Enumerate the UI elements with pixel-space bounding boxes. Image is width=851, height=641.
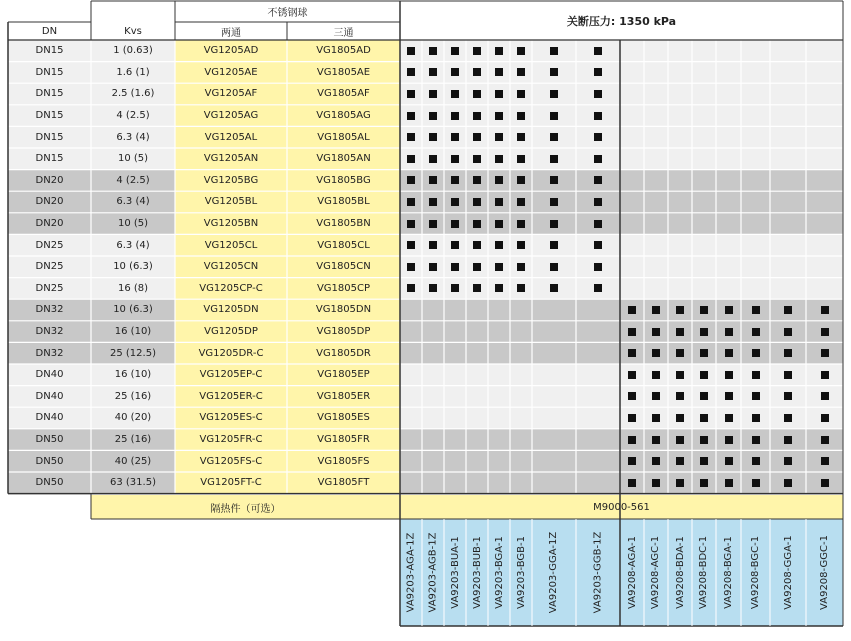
dn-cell: DN40 (35, 369, 64, 381)
actuator-text: VA9203-BGA-1 (493, 536, 505, 609)
dn-cell: DN32 (35, 326, 64, 338)
three-way-model-cell: VG1805AF (287, 83, 400, 105)
three-way-model-cell: VG1805ES (287, 407, 400, 429)
two-way-model-cell: VG1205BG (175, 170, 287, 192)
dn-cell: DN15 (35, 110, 64, 122)
two-way-model-cell: VG1205ER-C (175, 386, 287, 408)
kvs-cell: 16 (10) (114, 326, 152, 338)
kvs-cell: 4 (2.5) (116, 174, 150, 186)
two-way-model-cell: VG1205AL (175, 126, 287, 148)
two-way-model-cell: VG1205BN (175, 213, 287, 235)
dn-cell: DN40 (35, 390, 64, 402)
three-way-model-cell: VG1805DP (287, 321, 400, 343)
actuator-text: VA9208-AGC-1 (650, 535, 662, 610)
three-way-model-cell: VG1805BG (287, 170, 400, 192)
two-way-model-cell: VG1205DR-C (175, 342, 287, 364)
kvs-cell: 1 (0.63) (113, 45, 153, 57)
kvs-cell: 6.3 (4) (116, 131, 150, 143)
three-way-model-cell: VG1805CN (287, 256, 400, 278)
linkage-label: M9000-561 (400, 495, 843, 519)
dn-cell: DN20 (35, 196, 64, 208)
two-way-model-cell: VG1205CN (175, 256, 287, 278)
dn-cell: DN32 (35, 347, 64, 359)
two-way-model-cell: VG1205EP-C (175, 364, 287, 386)
kvs-cell: 10 (5) (117, 153, 149, 165)
actuator-text: VA9208-BDC-1 (698, 535, 710, 610)
three-way-model-cell: VG1805AG (287, 105, 400, 127)
two-way-model-cell: VG1205FT-C (175, 472, 287, 494)
kvs-cell: 40 (20) (114, 412, 152, 424)
kvs-cell: 4 (2.5) (116, 110, 150, 122)
dn-cell: DN15 (35, 131, 64, 143)
two-way-model-cell: VG1205AD (175, 40, 287, 62)
actuator-text: VA9203-AGB-1Z (427, 532, 439, 613)
actuator-text: VA9208-AGA-1 (626, 536, 638, 609)
actuator-text: VA9208-BGC-1 (750, 535, 762, 610)
two-way-model-cell: VG1205FS-C (175, 450, 287, 472)
three-way-model-cell: VG1805DN (287, 299, 400, 321)
three-way-model-cell: VG1805EP (287, 364, 400, 386)
three-way-model-cell: VG1805AL (287, 126, 400, 148)
kvs-cell: 16 (10) (114, 369, 152, 381)
actuator-text: VA9208-BGA-1 (723, 536, 734, 609)
kvs-cell: 63 (31.5) (110, 477, 156, 489)
dn-cell: DN15 (35, 88, 64, 100)
dn-cell: DN25 (35, 282, 64, 294)
two-way-model-cell: VG1205DN (175, 299, 287, 321)
two-way-model-cell: VG1205AN (175, 148, 287, 170)
actuator-text: VA9203-GGA-1Z (548, 531, 560, 614)
dn-cell: DN50 (35, 455, 64, 467)
dn-cell: DN15 (35, 45, 64, 57)
three-way-model-cell: VG1805ER (287, 386, 400, 408)
three-way-model-cell: VG1805BN (287, 213, 400, 235)
dn-cell: DN25 (35, 239, 64, 251)
kvs-cell: 25 (12.5) (110, 347, 156, 359)
dn-cell: DN20 (35, 218, 64, 230)
two-way-model-cell: VG1205DP (175, 321, 287, 343)
dn-cell: DN20 (35, 174, 64, 186)
two-way-model-cell: VG1205BL (175, 191, 287, 213)
dn-cell: DN15 (35, 66, 64, 78)
three-way-model-cell: VG1805FS (287, 450, 400, 472)
two-way-header: 两通 (221, 27, 241, 39)
dn-header: DN (41, 25, 58, 37)
two-way-model-cell: VG1205AE (175, 62, 287, 84)
dn-cell: DN50 (35, 434, 64, 446)
three-way-model-cell: VG1805DR (287, 342, 400, 364)
kvs-cell: 1.6 (1) (116, 66, 150, 78)
two-way-model-cell: VG1205ES-C (175, 407, 287, 429)
actuator-text: VA9203-AGA-1Z (405, 532, 417, 613)
actuator-text: VA9203-GGB-1Z (592, 531, 604, 614)
dn-cell: DN50 (35, 477, 64, 489)
dn-cell: DN40 (35, 412, 64, 424)
kvs-cell: 2.5 (1.6) (111, 88, 155, 100)
two-way-model-cell: VG1205AF (175, 83, 287, 105)
dn-cell: DN25 (35, 261, 64, 273)
actuator-text: VA9208-BDA-1 (674, 536, 686, 609)
kvs-cell: 40 (25) (114, 455, 152, 467)
kvs-cell: 25 (16) (114, 390, 152, 402)
two-way-model-cell: VG1205CP-C (175, 278, 287, 300)
kvs-cell: 16 (8) (117, 282, 149, 294)
shutoff-pressure-title: 关断压力: 1350 kPa (566, 14, 677, 28)
three-way-header: 三通 (333, 27, 354, 39)
three-way-model-cell: VG1805AE (287, 62, 400, 84)
kvs-cell: 6.3 (4) (116, 239, 150, 251)
kvs-cell: 25 (16) (114, 434, 152, 446)
kvs-cell: 10 (5) (117, 218, 149, 230)
actuator-text: VA9208-GGA-1 (782, 535, 794, 610)
kvs-cell: 10 (6.3) (113, 261, 153, 273)
three-way-model-cell: VG1805FT (287, 472, 400, 494)
three-way-model-cell: VG1805BL (287, 191, 400, 213)
two-way-model-cell: VG1205CL (175, 234, 287, 256)
three-way-model-cell: VG1805FR (287, 429, 400, 451)
two-way-model-cell: VG1205AG (175, 105, 287, 127)
material-header: 不锈钢球 (267, 8, 308, 19)
three-way-model-cell: VG1805AN (287, 148, 400, 170)
actuator-text: VA9203-BUB-1 (471, 536, 483, 609)
two-way-model-cell: VG1205FR-C (175, 429, 287, 451)
three-way-model-cell: VG1805CP (287, 278, 400, 300)
three-way-model-cell: VG1805AD (287, 40, 400, 62)
dn-cell: DN32 (35, 304, 64, 316)
actuator-text: VA9208-GGC-1 (819, 535, 831, 610)
kvs-cell: 10 (6.3) (113, 304, 153, 316)
kvs-cell: 6.3 (4) (116, 196, 150, 208)
three-way-model-cell: VG1805CL (287, 234, 400, 256)
dn-cell: DN15 (35, 153, 64, 165)
insulation-accessory-label: 隔热件（可选） (91, 495, 400, 519)
actuator-text: VA9203-BUA-1 (449, 536, 461, 609)
actuator-text: VA9203-BGB-1 (515, 535, 527, 610)
kvs-header: Kvs (124, 25, 142, 37)
